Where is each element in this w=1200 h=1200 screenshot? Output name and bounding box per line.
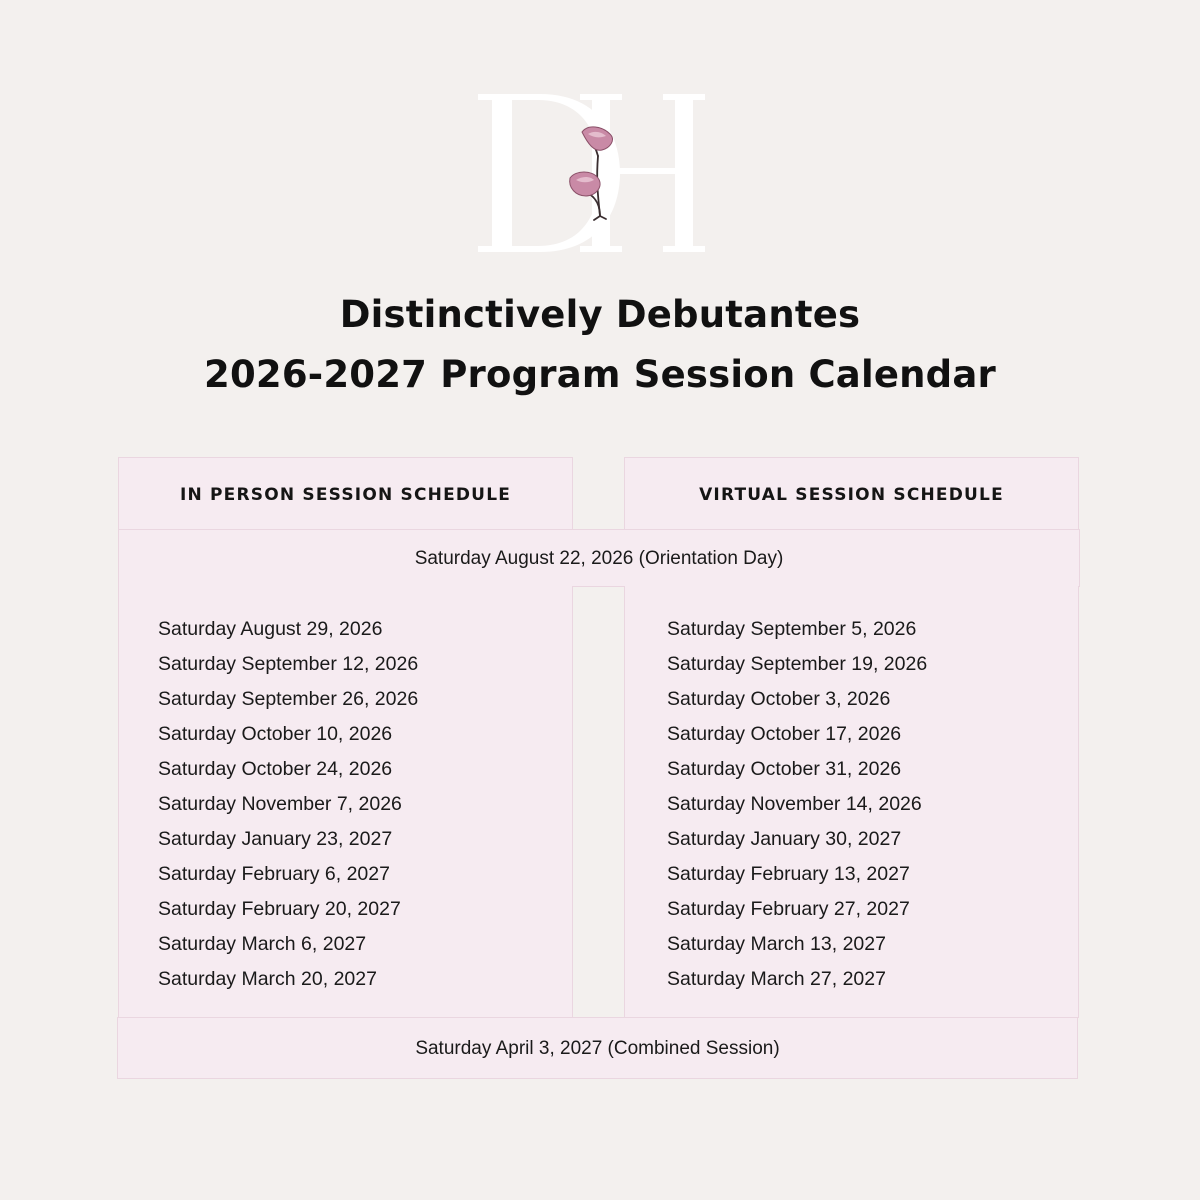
in-person-header-cell [118, 457, 573, 530]
virtual-dates-cell [624, 586, 1079, 1018]
list-item: Saturday January 30, 2027 [667, 828, 902, 850]
list-item: Saturday October 31, 2026 [667, 758, 902, 780]
combined-session-row [117, 1017, 1078, 1079]
list-item: Saturday March 13, 2027 [667, 933, 886, 955]
list-item: Saturday September 26, 2026 [158, 688, 419, 710]
list-item: Saturday March 27, 2027 [667, 968, 886, 990]
list-item: Saturday October 17, 2026 [667, 723, 902, 745]
list-item: Saturday February 6, 2027 [158, 863, 390, 885]
in-person-date-list [158, 612, 418, 997]
virtual-date-list [667, 612, 927, 997]
list-item: Saturday September 19, 2026 [667, 653, 928, 675]
combined-session-date: Saturday April 3, 2027 (Combined Session) [415, 1038, 780, 1059]
dh-monogram-logo [470, 86, 720, 261]
virtual-header: VIRTUAL SESSION SCHEDULE [699, 485, 1004, 505]
list-item: Saturday November 7, 2026 [158, 793, 402, 815]
list-item: Saturday September 5, 2026 [667, 618, 917, 640]
list-item: Saturday October 10, 2026 [158, 723, 393, 745]
page-title: Distinctively Debutantes [339, 293, 861, 336]
orientation-row [118, 529, 1080, 587]
list-item: Saturday February 20, 2027 [158, 898, 401, 920]
list-item: Saturday October 3, 2026 [667, 688, 891, 710]
in-person-dates-cell [118, 586, 573, 1018]
list-item: Saturday January 23, 2027 [158, 828, 393, 850]
list-item: Saturday March 20, 2027 [158, 968, 377, 990]
list-item: Saturday October 24, 2026 [158, 758, 393, 780]
virtual-header-cell [624, 457, 1079, 530]
list-item: Saturday February 27, 2027 [667, 898, 910, 920]
list-item: Saturday November 14, 2026 [667, 793, 922, 815]
orientation-date: Saturday August 22, 2026 (Orientation Day) [414, 548, 784, 569]
list-item: Saturday March 6, 2027 [158, 933, 367, 955]
logo [470, 86, 720, 261]
page-subtitle: 2026-2027 Program Session Calendar [204, 353, 996, 396]
in-person-header: IN PERSON SESSION SCHEDULE [179, 485, 512, 505]
list-item: Saturday September 12, 2026 [158, 653, 419, 675]
list-item: Saturday August 29, 2026 [158, 618, 383, 640]
list-item: Saturday February 13, 2027 [667, 863, 910, 885]
